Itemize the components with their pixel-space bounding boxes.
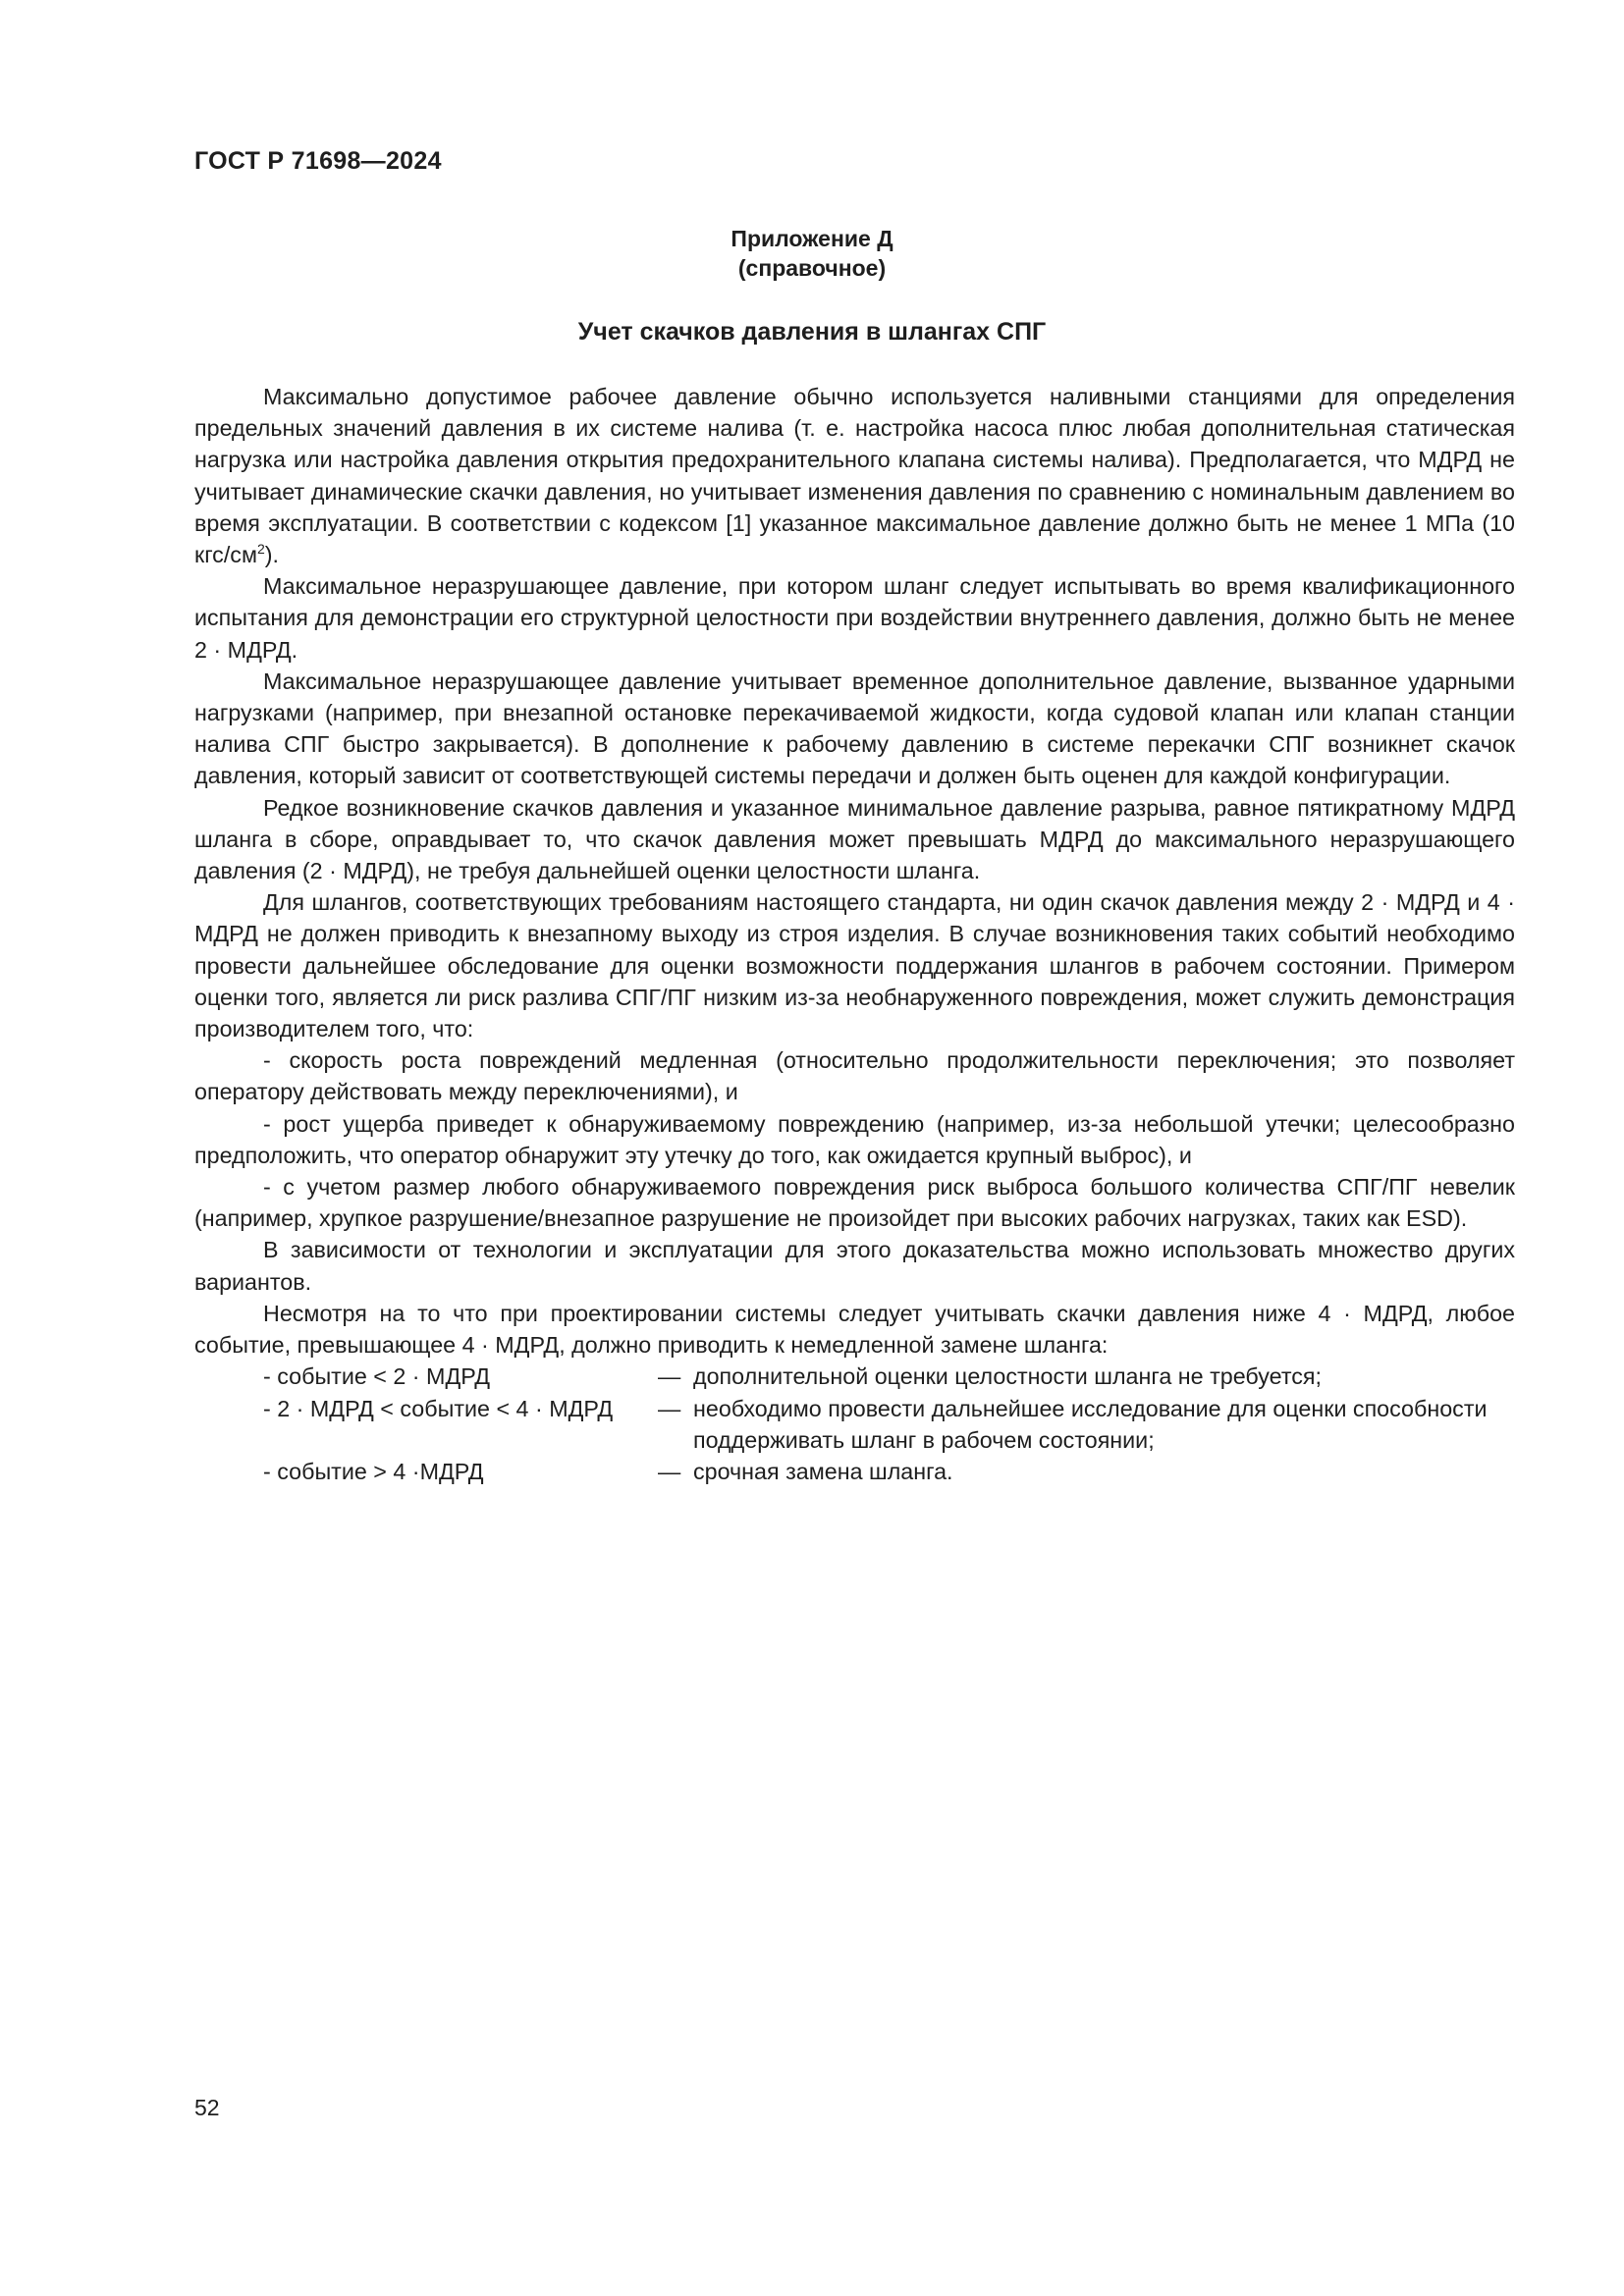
paragraph: Редкое возникновение скачков давления и указанное минимальное давление разрыва, равное пятикратному МДРД шланга в сборе, оправдывает то, что скачок давления может превышать МДРД до максимального неразрушающего давления (2 · МДРД), не требуя дальнейшей оценки целостности шланга. — [194, 794, 1515, 884]
annex-label: Приложение Д — [731, 226, 893, 251]
criteria-row — [194, 1456, 1515, 1487]
criteria-action: дополнительной оценки целостности шланга не требуется; — [693, 1363, 1322, 1390]
paragraph — [194, 381, 1515, 570]
annex-heading — [0, 224, 1624, 283]
paragraph: Несмотря на то что при проектировании системы следует учитывать скачки давления ниже 4 · МДРД, любое событие, превышающее 4 · МДРД, должно приводить к немедленной замене шланга: — [194, 1300, 1515, 1359]
criteria-list — [194, 1361, 1515, 1487]
criteria-action: необходимо провести дальнейшее исследование для оценки способности поддерживать шланг в рабочем состоянии; — [693, 1395, 1488, 1453]
paragraph-main: Максимально допустимое рабочее давление обычно используется наливными станциями для определения предельных значений давления в их системе налива (т. е. настройка насоса плюс любая дополнительная статическая нагрузка или настройка давления открытия предохранительного клапана системы налива). Предполагается, что МДРД не учитывает динамические скачки давления, но учитывает изменения давления по сравнению с номинальным давлением во время эксплуатации. В соответствии с кодексом [1] указанное максимальное давление должно быть не менее 1 МПа (10 кгс/см — [194, 384, 1515, 568]
document-header: ГОСТ Р 71698—2024 — [194, 147, 442, 175]
criteria-row — [194, 1393, 1515, 1456]
page-number: 52 — [194, 2095, 220, 2120]
superscript: 2 — [256, 541, 265, 558]
annex-kind: (справочное) — [737, 255, 887, 281]
criteria-row — [194, 1361, 1515, 1392]
paragraph: В зависимости от технологии и эксплуатации для этого доказательства можно использовать множество других вариантов. — [194, 1237, 1515, 1295]
list-item: - скорость роста повреждений медленная (относительно продолжительности переключения; это позволяет оператору действовать между переключениями), и — [194, 1047, 1515, 1105]
body-text — [194, 381, 1515, 1487]
list-item: - рост ущерба приведет к обнаруживаемому повреждению (например, из-за небольшой утечки; целесообразно предположить, что оператор обнаружит эту утечку до того, как ожидается крупный выброс), и — [194, 1110, 1515, 1168]
criteria-dash: — — [658, 1458, 681, 1484]
criteria-dash: — — [658, 1395, 681, 1421]
criteria-dash: — — [658, 1363, 681, 1390]
criteria-condition: - событие > 4 ·МДРД — [263, 1458, 484, 1484]
paragraph: Для шлангов, соответствующих требованиям настоящего стандарта, ни один скачок давления между 2 · МДРД и 4 · МДРД не должен приводить к внезапному выходу из строя изделия. В случае возникновения таких событий необходимо провести дальнейшее обследование для оценки возможности поддержания шлангов в рабочем состоянии. Примером оценки того, является ли риск разлива СПГ/ПГ низким из-за необнаруженного повреждения, может служить демонстрация производителем того, что: — [194, 889, 1515, 1042]
criteria-condition: - событие < 2 · МДРД — [263, 1363, 490, 1390]
list-item: - с учетом размер любого обнаруживаемого повреждения риск выброса большого количества СПГ/ПГ невелик (например, хрупкое разрушение/внезапное разрушение не произойдет при высоких рабочих нагрузках, таких как ESD). — [194, 1174, 1515, 1232]
paragraph: Максимальное неразрушающее давление, при котором шланг следует испытывать во время квалификационного испытания для демонстрации его структурной целостности при воздействии внутреннего давления, должно быть не менее 2 · МДРД. — [194, 573, 1515, 663]
criteria-action: срочная замена шланга. — [693, 1458, 953, 1484]
section-title: Учет скачков давления в шлангах СПГ — [577, 318, 1047, 346]
paragraph: Максимальное неразрушающее давление учитывает временное дополнительное давление, вызванное ударными нагрузками (например, при внезапной остановке перекачиваемой жидкости, когда судовой клапан или клапан станции налива СПГ быстро закрывается). В дополнение к рабочему давлению в системе перекачки СПГ возникнет скачок давления, который зависит от соответствующей системы передачи и должен быть оценен для каждой конфигурации. — [194, 667, 1515, 789]
paragraph-end: ). — [264, 542, 279, 568]
criteria-condition: - 2 · МДРД < событие < 4 · МДРД — [263, 1395, 614, 1421]
